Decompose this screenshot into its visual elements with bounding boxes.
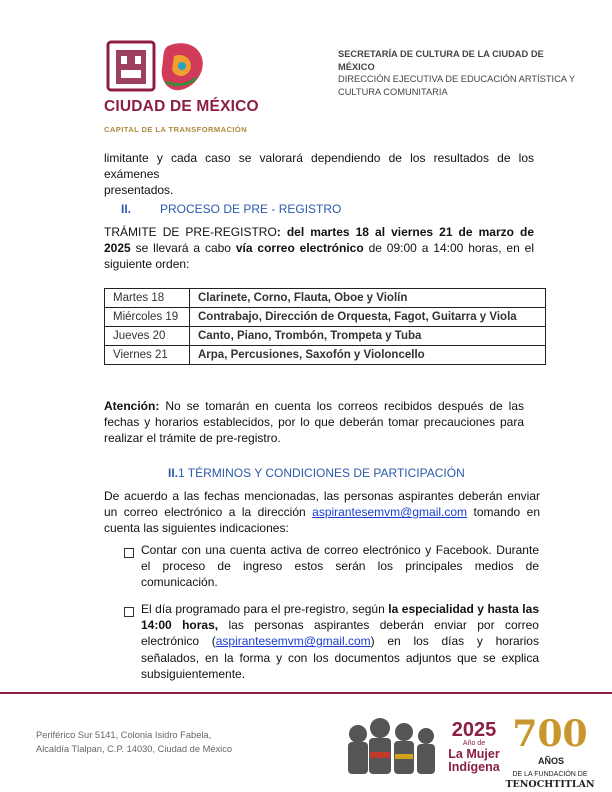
atencion-label: Atención: — [104, 399, 160, 413]
bullet-item-1: Contar con una cuenta activa de correo electrónico y Facebook. Durante el proceso de ingreso estos serán los principales medios de comunicación. — [141, 543, 539, 590]
institution-block — [338, 48, 578, 98]
tenochtitlan-anniversary-logo: 700AÑOS DE LA FUNDACIÓN DE TENOCHTITLAN — [505, 713, 595, 790]
schedule-day: Martes 18 — [105, 289, 190, 308]
table-row — [105, 289, 546, 308]
checkbox-bullet-icon — [124, 548, 134, 558]
atencion-text: No se tomarán en cuenta los correos recibidos después de las fechas y horarios establecidos, por lo que deberán tomar precauciones para realizar el trámite de pre-registro. — [104, 399, 524, 446]
schedule-day: Miércoles 19 — [105, 308, 190, 327]
tramite-paragraph: TRÁMITE DE PRE-REGISTRO: del martes 18 al viernes 21 de marzo de 2025 se llevará a cabo vía correo electrónico de 09:00 a 14:00 horas, en el siguiente orden: — [104, 225, 535, 272]
schedule-instruments: Arpa, Percusiones, Saxofón y Violoncello — [190, 346, 546, 365]
checkbox-bullet-icon — [124, 607, 134, 617]
table-row — [105, 327, 546, 346]
schedule-table — [104, 288, 546, 365]
schedule-instruments: Clarinete, Corno, Flauta, Oboe y Violín — [190, 289, 546, 308]
acuerdo-paragraph: De acuerdo a las fechas mencionadas, las personas aspirantes deberán enviar un correo electrónico a la dirección aspirantesemvm@gmail.com tomando en cuenta las siguientes indicaciones: — [104, 489, 540, 536]
indigenous-women-illustration — [342, 712, 442, 774]
women-portrait-icon — [342, 712, 442, 774]
section-2-number: II. — [121, 202, 132, 216]
table-row — [105, 346, 546, 365]
footer-divider — [0, 692, 612, 694]
logo-title: CIUDAD DE MÉXICO — [104, 98, 259, 115]
cdmx-emblem-icon — [104, 38, 234, 98]
section-2-title: PROCESO DE PRE - REGISTRO — [160, 202, 342, 216]
intro-paragraph — [104, 150, 534, 199]
table-row — [105, 308, 546, 327]
atencion-paragraph — [104, 398, 524, 447]
logo-subtitle: CAPITAL DE LA TRANSFORMACIÓN — [104, 125, 248, 134]
tramite-via: vía correo electrónico — [235, 241, 364, 256]
intro-line-2: presentados. — [104, 183, 174, 198]
year-of-indigenous-woman-logo: 2025 Año de La Mujer Indígena — [448, 719, 500, 774]
footer-address: Periférico Sur 5141, Colonia Isidro Fabela, Alcaldía Tlalpan, C.P. 14030, Ciudad de México — [36, 730, 233, 754]
schedule-day: Jueves 20 — [105, 327, 190, 346]
email-link[interactable]: aspirantesemvm@gmail.com — [215, 634, 371, 649]
section-2-1-title: II.1 TÉRMINOS Y CONDICIONES DE PARTICIPACIÓN — [168, 466, 465, 480]
tramite-dates: del martes 18 al viernes 21 de marzo de 2025 — [104, 225, 534, 256]
schedule-instruments: Contrabajo, Dirección de Orquesta, Fagot, Guitarra y Viola — [190, 308, 546, 327]
schedule-day: Viernes 21 — [105, 346, 190, 365]
bullet-item-2: El día programado para el pre-registro, según la especialidad y hasta las 14:00 horas, las personas aspirantes deberán enviar por correo electrónico (aspirantesemvm@gmail.com) en los días y horarios señalados, en la forma y con los documentos adjuntos que se explica subsiguientemente. — [141, 602, 539, 681]
direccion-name: DIRECCIÓN EJECUTIVA DE EDUCACIÓN ARTÍSTICA Y CULTURA COMUNITARIA — [338, 74, 575, 97]
secretaria-name: SECRETARÍA DE CULTURA DE LA CIUDAD DE MÉXICO — [338, 49, 544, 72]
email-link[interactable]: aspirantesemvm@gmail.com — [312, 505, 468, 520]
intro-line-1: limitante y cada caso se valorará dependiendo de los resultados de los exámenes — [104, 151, 534, 182]
tramite-label: TRÁMITE DE PRE-REGISTRO — [104, 225, 277, 239]
schedule-instruments: Canto, Piano, Trombón, Trompeta y Tuba — [190, 327, 546, 346]
